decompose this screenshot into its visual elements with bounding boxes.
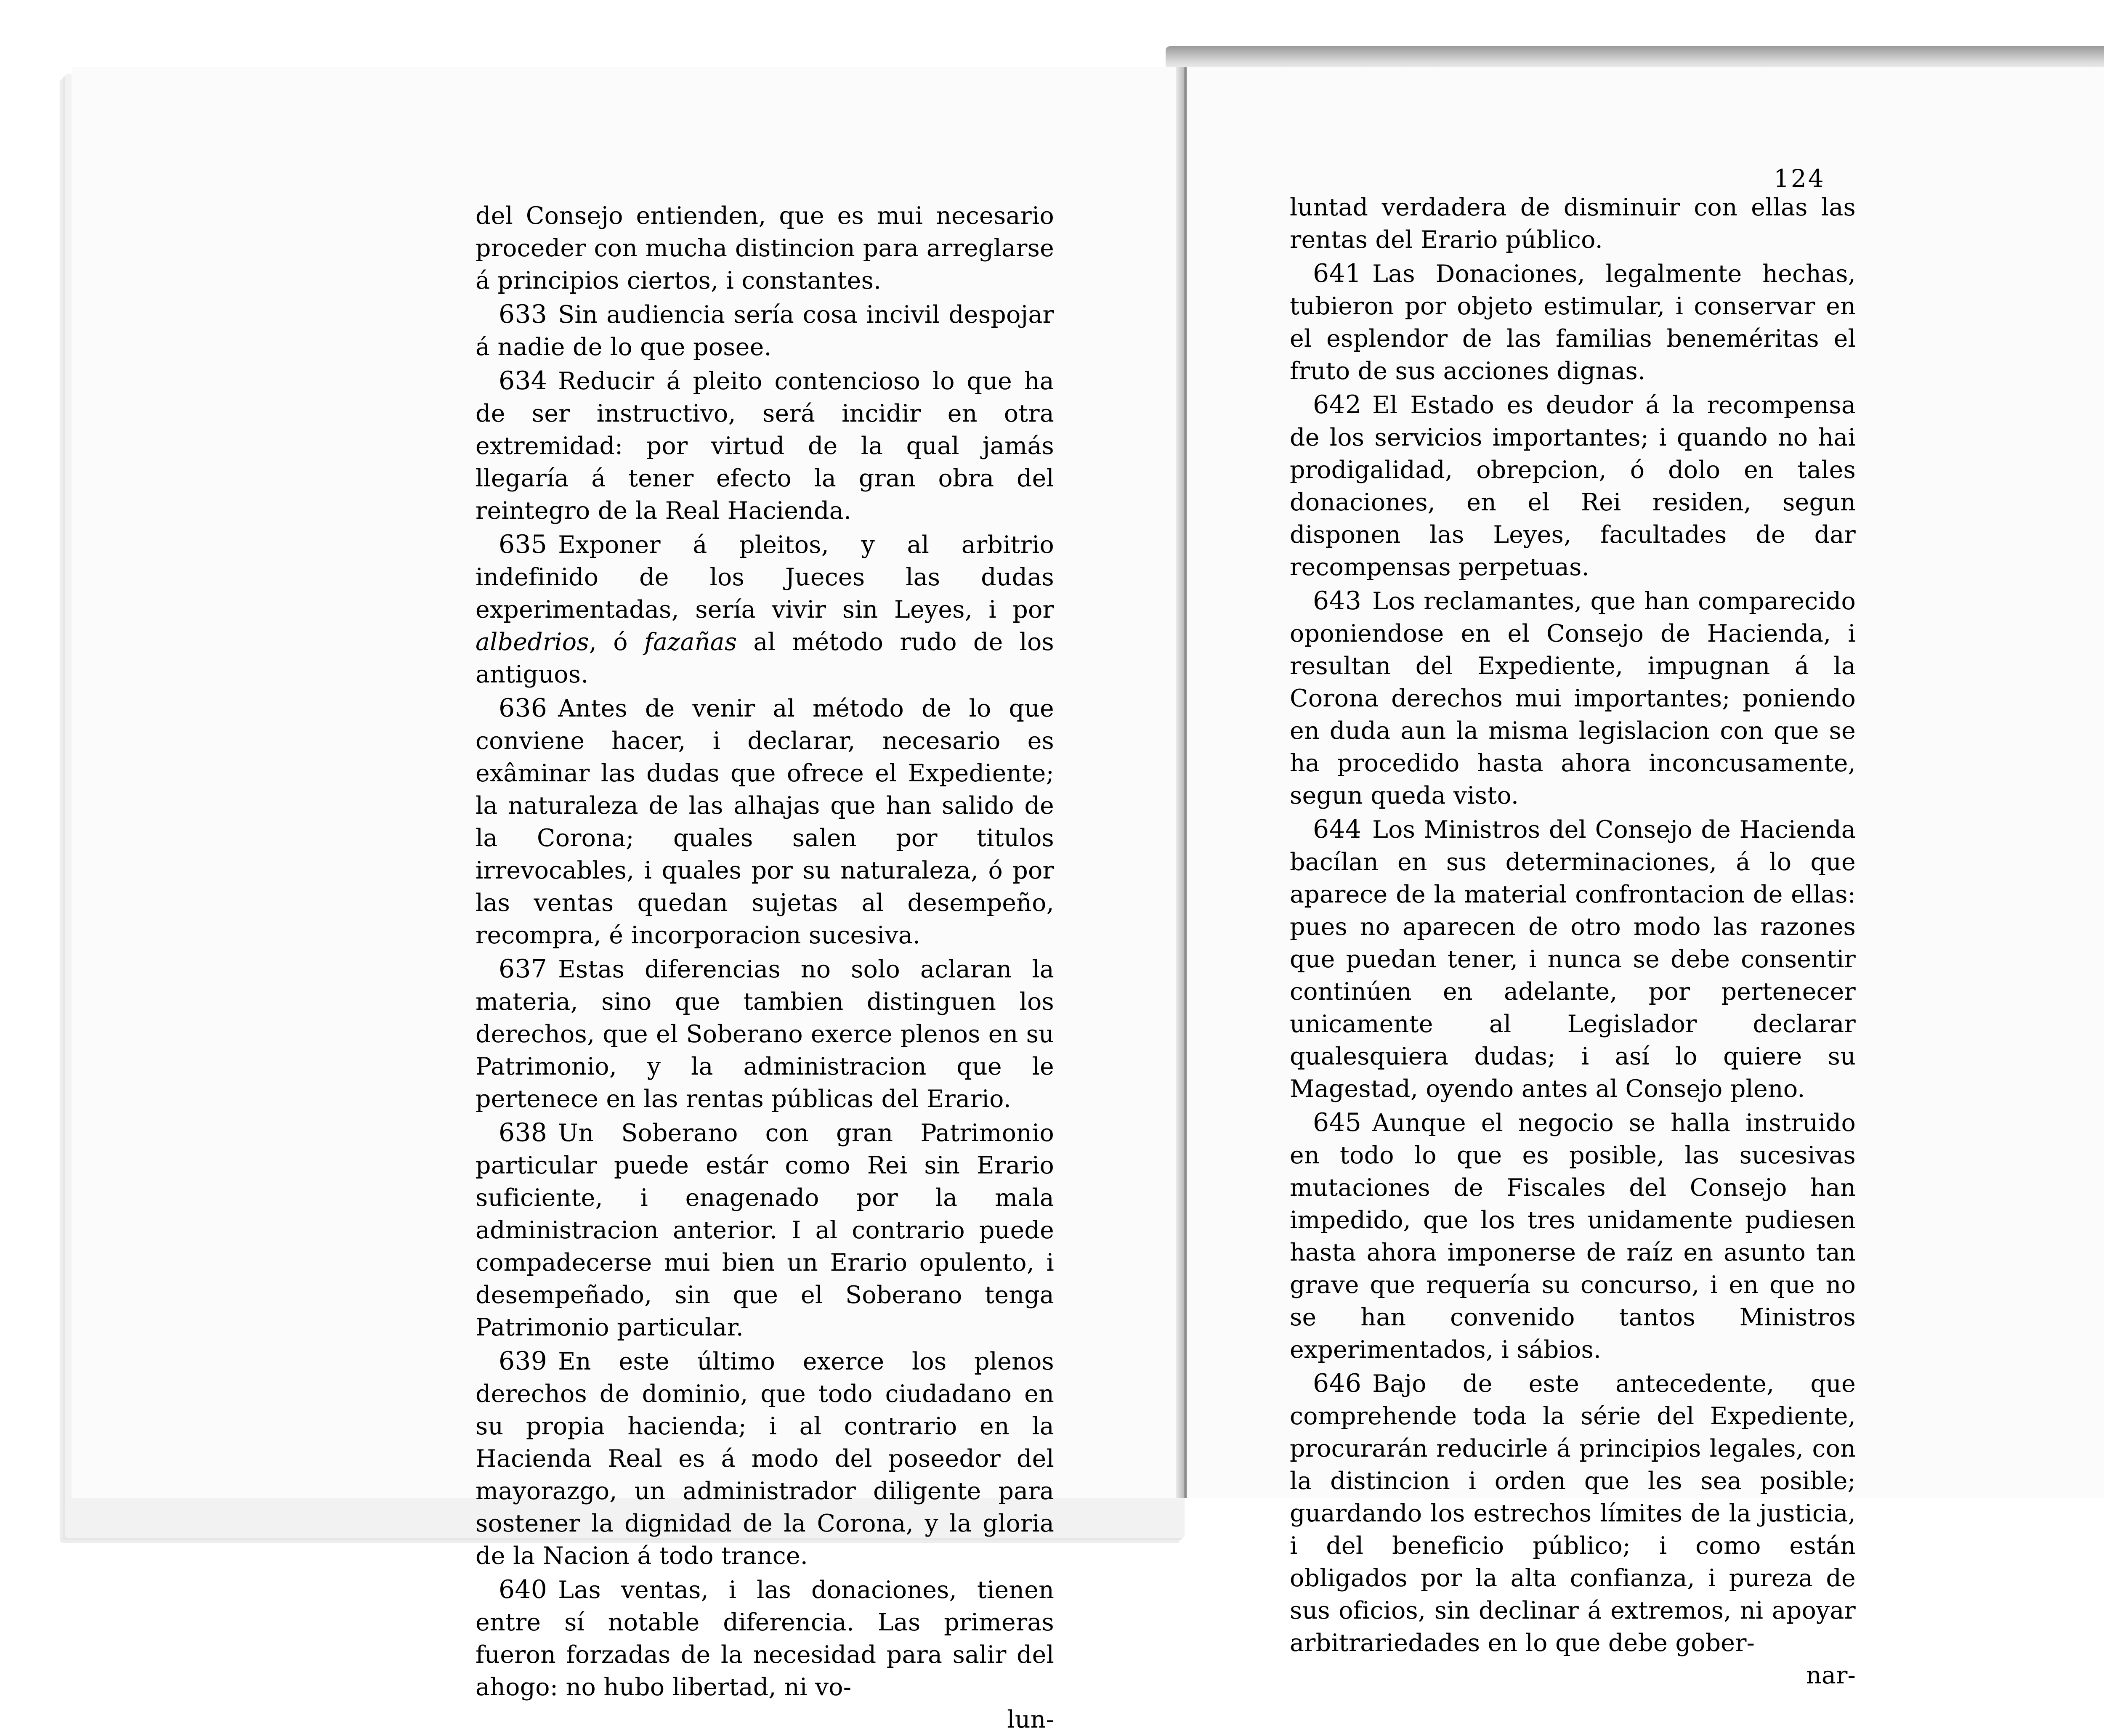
- right-page-text: [1290, 191, 1856, 1692]
- paragraph-640: 640 Las ventas, i las donaciones, tienen entre sí notable diferencia. Las primeras fueron forzadas de la necesidad para salir del ahogo: no hubo libertad, ni vo-: [476, 1575, 1054, 1701]
- paragraph-number: 636: [499, 693, 547, 723]
- italic-word: albedrios: [476, 628, 589, 656]
- paragraph-638: 638 Un Soberano con gran Patrimonio particular puede estár como Rei sin Erario suficiente, i enagenado por la mala administracion anterior. I al contrario puede compadecerse mui bien un Erario opulento, i desempeñado, sin que el Soberano tenga Patrimonio particular.: [476, 1118, 1054, 1341]
- paragraph-number: 638: [499, 1118, 547, 1147]
- left-page-text: [476, 200, 1054, 1736]
- paragraph-number: 643: [1313, 586, 1362, 616]
- paragraph-634: 634 Reducir á pleito contencioso lo que ha de ser instructivo, será incidir en otra extremidad: por virtud de la qual jamás llegaría á tener efecto la gran obra del reintegro de la Real Hacienda.: [476, 366, 1054, 525]
- paragraph-number: 642: [1313, 390, 1362, 419]
- paragraph-number: 637: [499, 954, 547, 984]
- paragraph-646: 646 Bajo de este antecedente, que comprehende toda la série del Expediente, procurarán reducirle á principios legales, con la distincion i orden que les sea posible; guardando los estrechos límites de la justicia, i del beneficio público; i como están obligados por la alta confianza, i pureza de sus oficios, sin declinar á extremos, ni apoyar arbitrariedades en lo que debe gober-: [1290, 1369, 1856, 1657]
- catchword: lun-: [1007, 1706, 1054, 1733]
- paragraph-643: 643 Los reclamantes, que han comparecido oponiendose en el Consejo de Hacienda, i resultan del Expediente, impugnan á la Corona derechos mui importantes; poniendo en duda aun la misma legislacion con que se ha procedido hasta ahora inconcusamente, segun queda visto.: [1290, 586, 1856, 810]
- paragraph-number: 640: [499, 1575, 547, 1604]
- catchword: nar-: [1806, 1662, 1856, 1689]
- paragraph-number: 634: [499, 366, 547, 396]
- paragraph-635: 635 Exponer á pleitos, y al arbitrio indefinido de los Jueces las dudas experimentadas, sería vivir sin Leyes, i por albedrios, ó fazañas al método rudo de los antiguos.: [476, 530, 1054, 688]
- paragraph-number: 644: [1313, 815, 1362, 844]
- paragraph-641: 641 Las Donaciones, legalmente hechas, tubieron por objeto estimular, i conservar en el esplendor de las familias beneméritas el fruto de sus acciones dignas.: [1290, 259, 1856, 385]
- paragraph-645: 645 Aunque el negocio se halla instruido en todo lo que es posible, las sucesivas mutaciones de Fiscales del Consejo han impedido, que los tres unidamente pudiesen hasta ahora imponerse de raíz en asunto tan grave que requería su concurso, i en que no se han convenido tantos Ministros experimentados, i sábios.: [1290, 1108, 1856, 1364]
- paragraph-number: 639: [499, 1346, 547, 1376]
- italic-word: fazañas: [644, 628, 737, 656]
- paragraph-633: 633 Sin audiencia sería cosa incivil despojar á nadie de lo que posee.: [476, 300, 1054, 361]
- paragraph-number: 633: [499, 300, 547, 329]
- paragraph-644: 644 Los Ministros del Consejo de Hacienda bacílan en sus determinaciones, á lo que aparece de la material confrontacion de ellas: pues no aparecen de otro modo las razones que puedan tener, i nunca se debe consentir continúen en adelante, por pertenecer unicamente al Legislador declarar qualesquiera dudas; i así lo quiere su Magestad, oyendo antes al Consejo pleno.: [1290, 815, 1856, 1103]
- paragraph-636: 636 Antes de venir al método de lo que conviene hacer, i declarar, necesario es exâminar las dudas que ofrece el Expediente; la naturaleza de las alhajas que han salido de la Corona; quales salen por titulos irrevocables, i quales por su naturaleza, ó por las ventas quedan sujetas al desempeño, recompra, é incorporacion sucesiva.: [476, 693, 1054, 949]
- paragraph-continued: del Consejo entienden, que es mui necesario proceder con mucha distincion para arreglarse á principios ciertos, i constantes.: [476, 202, 1054, 295]
- paragraph-number: 645: [1313, 1108, 1362, 1137]
- paragraph-number: 635: [499, 530, 547, 559]
- paragraph-637: 637 Estas diferencias no solo aclaran la materia, sino que tambien distinguen los derechos, que el Soberano exerce plenos en su Patrimonio, y la administracion que le pertenece en las rentas públicas del Erario.: [476, 954, 1054, 1113]
- page-number: 124: [1774, 164, 1825, 193]
- paragraph-continued: luntad verdadera de disminuir con ellas las rentas del Erario público.: [1290, 194, 1856, 254]
- paragraph-number: 646: [1313, 1369, 1362, 1398]
- paragraph-number: 641: [1313, 259, 1362, 288]
- paragraph-639: 639 En este último exerce los plenos derechos de dominio, que todo ciudadano en su propia hacienda; i al contrario en la Hacienda Real es á modo del poseedor del mayorazgo, un administrador diligente para sostener la dignidad de la Corona, y la gloria de la Nacion á todo trance.: [476, 1346, 1054, 1570]
- paragraph-642: 642 El Estado es deudor á la recompensa de los servicios importantes; i quando no hai prodigalidad, obrepcion, ó dolo en tales donaciones, en el Rei residen, segun disponen las Leyes, facultades de dar recompensas perpetuas.: [1290, 390, 1856, 581]
